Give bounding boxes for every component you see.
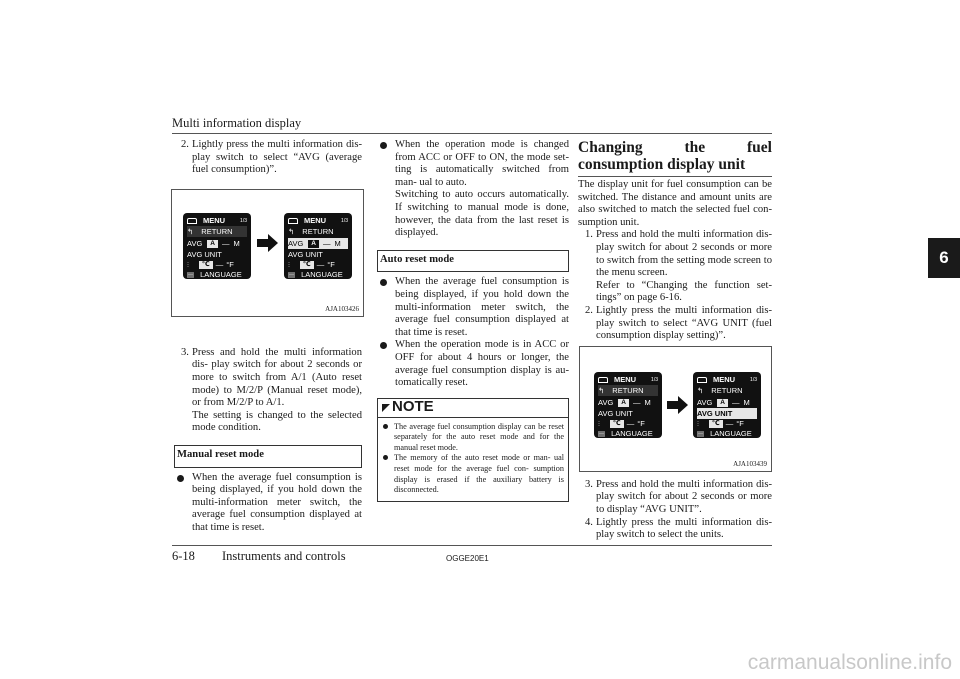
return-icon: ↰ [187, 227, 194, 236]
menu-icon [697, 377, 707, 383]
menu-icon [187, 218, 197, 224]
return-icon: ↰ [697, 386, 704, 395]
menu-icon [598, 377, 608, 383]
figure-2 [579, 346, 772, 472]
page-number: 6-18 [172, 549, 195, 563]
step-2: 2. Lightly press the multi information dis- play switch to select “AVG (average fuel consumption)”. [181, 139, 362, 176]
column-2 [377, 139, 569, 502]
bullet-icon [383, 424, 388, 429]
manual-reset-bullet: When the average fuel consumption is being displayed, if you hold down the multi-information meter switch, the average fuel consumption displayed at that time is reset. [174, 472, 362, 535]
step-2: 2. Lightly press the multi information dis- play switch to select “AVG UNIT (fuel consumption display setting)”. [585, 304, 772, 342]
auto-reset-bullet-2: When the operation mode is in ACC or OFF for about 4 hours or longer, the average fuel consumption display is au- tomatically reset. [377, 339, 569, 389]
footer-rule [172, 545, 772, 546]
header-rule [172, 133, 772, 134]
step-3-text-2: The setting is changed to the selected mode condition. [192, 409, 362, 434]
thermometer-icon: ⫶ [288, 259, 290, 269]
screen-after: MENU 1/3 ↰ RETURN AVG A — M AVG UNIT ⫶ ℃ — °F ▤ LANGUAGE [693, 372, 761, 438]
bullet-icon [380, 279, 387, 286]
bullet-icon [383, 455, 388, 460]
operation-mode-bullet: When the operation mode is changed from ACC or OFF to ON, the mode set- ting is automatically switched from man- ual to auto. Switching to auto occurs automatically. If switching to manual mode is done, however, the data from the last reset is displayed. [377, 139, 569, 240]
step-3: 3. Press and hold the multi information dis- play switch for about 2 seconds or more to switch from A/1 (Auto reset mode) to M/2/P (Manual reset mode), or from M/2/P to A/1. The setting is changed to the selected mode condition. [181, 346, 362, 434]
auto-reset-bullet-1: When the average fuel consumption is being displayed, if you hold down the multi-information meter switch, the average fuel consumption displayed at that time is reset. [377, 276, 569, 339]
screen-before: MENU 1/3 ↰ RETURN AVG A — M AVG UNIT ⫶ ℃ — °F ▤ LANGUAGE [183, 213, 251, 279]
section-heading: Changing the fuel consumption display unit [578, 139, 772, 177]
figure-2-code: AJA103439 [733, 460, 767, 468]
note-box [377, 398, 569, 502]
figure-1 [171, 189, 364, 317]
bullet-icon [177, 475, 184, 482]
note-icon [382, 404, 390, 412]
step-2-text: Lightly press the multi information dis- play switch to select “AVG (average fuel consumption)”. [192, 139, 362, 176]
menu-icon [288, 218, 298, 224]
arrow-right-icon [257, 233, 279, 258]
running-header: Multi information display [172, 116, 302, 130]
section-tab: 6 [928, 238, 960, 278]
step-4: 4. Lightly press the multi information dis- play switch to select the units. [585, 516, 772, 541]
note-item-1: The average fuel consumption display can be reset separately for the auto reset mode and for the manual reset mode. [382, 422, 564, 454]
figure-1-code: AJA103426 [325, 305, 359, 313]
thermometer-icon: ⫶ [187, 259, 189, 269]
step-3-text: Press and hold the multi information dis- play switch for about 2 seconds or more to switch from A/1 (Auto reset mode) to M/2/P (Manual reset mode), or from M/2/P to A/1. [192, 346, 362, 409]
column-3 [578, 139, 772, 542]
note-item-2: The memory of the auto reset mode or man- ual reset mode for the average fuel con- sumption display is erased if the auxiliary battery is disconnected. [382, 453, 564, 495]
thermometer-icon: ⫶ [598, 418, 600, 428]
arrow-right-icon [667, 395, 689, 420]
footer-section: Instruments and controls [222, 549, 346, 563]
language-icon: ▤ [697, 429, 705, 438]
language-icon: ▤ [288, 270, 296, 279]
bullet-icon [380, 342, 387, 349]
auto-reset-heading: Auto reset mode [377, 250, 569, 273]
language-icon: ▤ [598, 429, 606, 438]
step-1: 1. Press and hold the multi information dis- play switch for about 2 seconds or more to switch from the setting mode screen to the menu screen. Refer to “Changing the function set- tings” on page 6-16. [585, 229, 772, 304]
note-title: NOTE [392, 398, 434, 416]
intro-paragraph: The display unit for fuel consumption can be switched. The distance and amount units are also switched to match the selected fuel con- sumption unit. [578, 179, 772, 228]
return-icon: ↰ [288, 227, 295, 236]
screen-after: MENU 1/3 ↰ RETURN AVG A — M AVG UNIT ⫶ ℃ — °F ▤ LANGUAGE [284, 213, 352, 279]
watermark: carmanualsonline.info [747, 651, 952, 674]
return-icon: ↰ [598, 386, 605, 395]
step-3: 3. Press and hold the multi information dis- play switch for about 2 seconds or more to display “AVG UNIT”. [585, 478, 772, 515]
manual-reset-heading: Manual reset mode [174, 445, 362, 468]
language-icon: ▤ [187, 270, 195, 279]
thermometer-icon: ⫶ [697, 418, 699, 428]
document-code: OGGE20E1 [446, 554, 489, 563]
screen-before: MENU 1/3 ↰ RETURN AVG A — M AVG UNIT ⫶ ℃ — °F ▤ LANGUAGE [594, 372, 662, 438]
bullet-icon [380, 142, 387, 149]
